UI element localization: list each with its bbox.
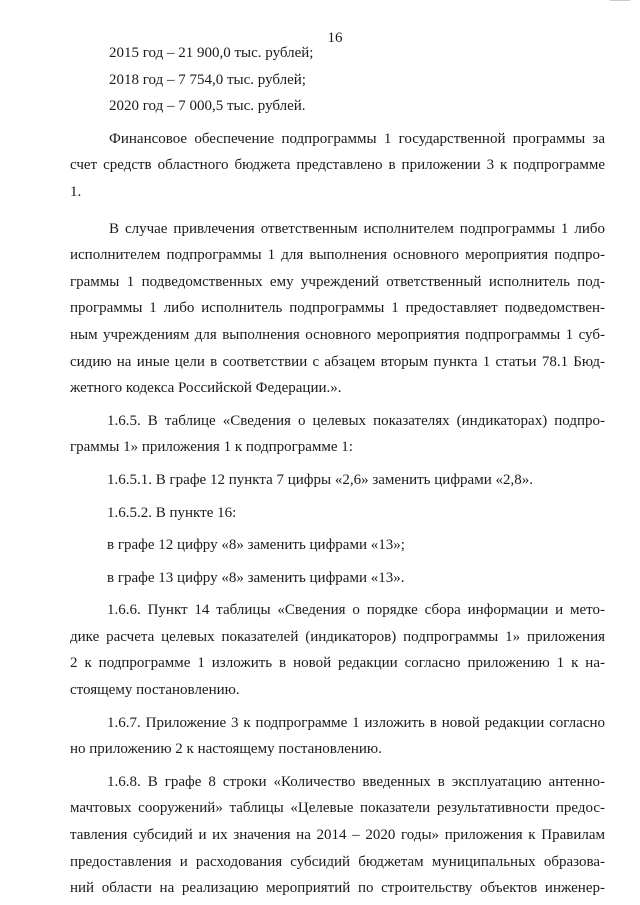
page-number: 16: [327, 30, 343, 46]
text-line: 1.6.6. Пункт 14 таблицы «Сведения о порядке сбора информации и мето-: [107, 602, 605, 619]
scan-edge-mark: [610, 0, 630, 5]
text-line: 2015 год – 21 900,0 тыс. рублей;: [109, 45, 314, 61]
text-line: ний области на реализацию мероприятий по строительству объектов инженер-: [70, 880, 605, 897]
text-line: 2018 год – 7 754,0 тыс. рублей;: [109, 71, 306, 88]
text-line: в графе 13 цифру «8» заменить цифрами «13».: [107, 569, 405, 586]
text-line: дике расчета целевых показателей (индикаторов) подпрограммы 1» приложения: [70, 628, 605, 645]
text-line: В случае привлечения ответственным исполнителем подпрограммы 1 либо: [109, 220, 605, 237]
text-line: 2 к подпрограмме 1 изложить в новой редакции согласно приложению 1 к на-: [70, 655, 605, 672]
text-line: но приложению 2 к настоящему постановлению.: [70, 741, 382, 758]
text-line: 1.6.8. В графе 8 строки «Количество введенных в эксплуатацию антенно-: [107, 773, 605, 790]
text-line: 1.6.5. В таблице «Сведения о целевых показателях (индикаторах) подпро-: [107, 412, 605, 429]
text-line: 1.6.7. Приложение 3 к подпрограмме 1 изложить в новой редакции согласно: [107, 714, 605, 731]
text-line: счет средств областного бюджета представлено в приложении 3 к подпрограмме: [70, 157, 605, 174]
text-line: предоставления и расходования субсидий бюджетам муниципальных образова-: [70, 853, 605, 870]
text-line: 1.: [70, 183, 82, 200]
text-line: сидию на иные цели в соответствии с абзацем вторым пункта 1 статьи 78.1 Бюд-: [70, 353, 605, 370]
text-line: 1.6.5.1. В графе 12 пункта 7 цифры «2,6» заменить цифрами «2,8».: [107, 471, 533, 488]
text-line: стоящему постановлению.: [70, 682, 240, 699]
text-line: тавления субсидий и их значения на 2014 – 2020 годы» приложения к Правилам: [70, 827, 605, 844]
text-line: в графе 12 цифру «8» заменить цифрами «13»;: [107, 537, 405, 554]
text-line: 1.6.5.2. В пункте 16:: [107, 504, 237, 521]
text-line: программы 1 либо исполнитель подпрограммы 1 предоставляет подведомствен-: [70, 300, 605, 317]
text-line: Финансовое обеспечение подпрограммы 1 государственной программы за: [109, 130, 605, 147]
document-body: [70, 40, 605, 902]
text-line: ным учреждениям для выполнения основного мероприятия подпрограммы 1 суб-: [70, 326, 605, 343]
text-line: граммы 1 подведомственных ему учреждений ответственный исполнитель под-: [70, 273, 605, 290]
text-line: исполнителем подпрограммы 1 для выполнения основного мероприятия подпро-: [70, 247, 605, 264]
text-line: мачтовых сооружений» таблицы «Целевые показатели результативности предос-: [70, 800, 605, 817]
text-line: граммы 1» приложения 1 к подпрограмме 1:: [70, 439, 353, 456]
text-line: жетного кодекса Российской Федерации.».: [70, 380, 342, 397]
text-line: 2020 год – 7 000,5 тыс. рублей.: [109, 98, 306, 115]
